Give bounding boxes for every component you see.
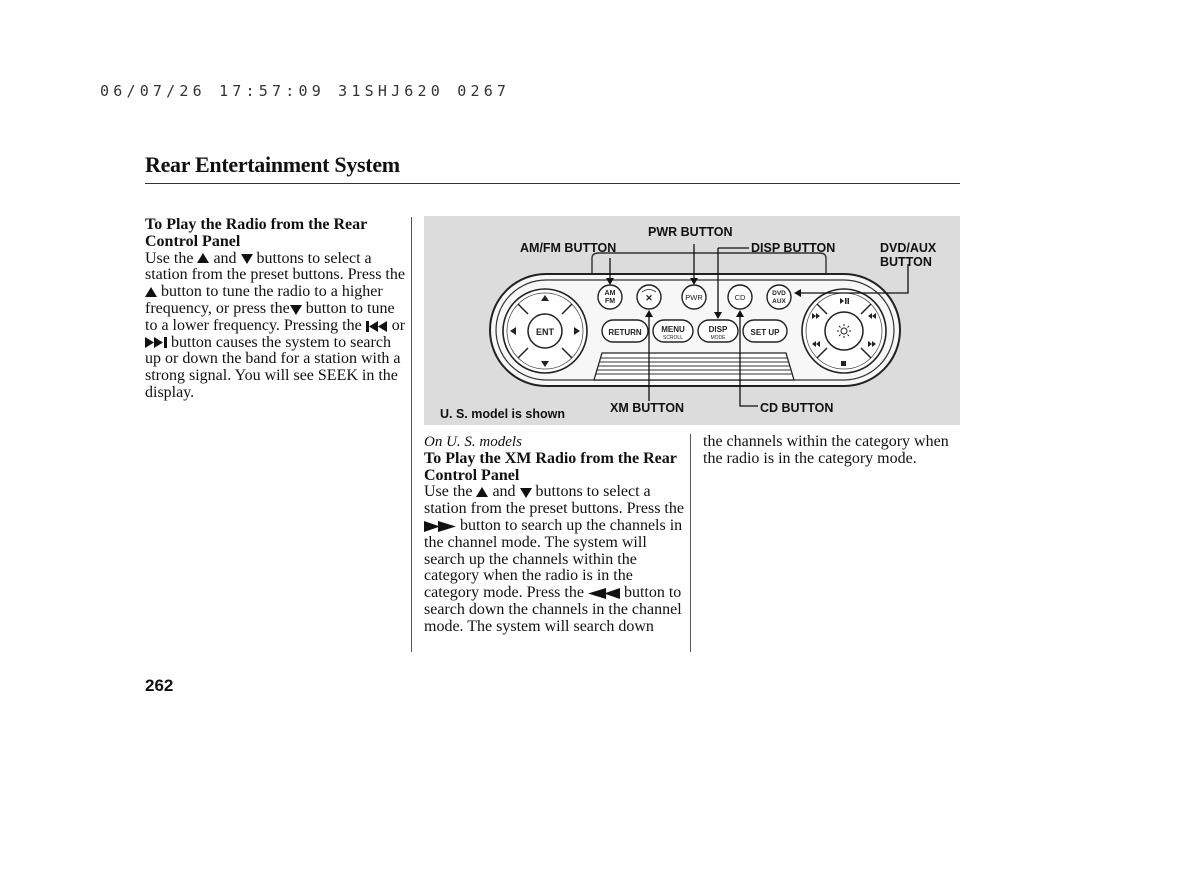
radio-body: Use the and buttons to select a station from the preset buttons. Press the button to tune the radio to a higher frequency, or press the button to tune to a lower frequency. Pressing the or button causes the system to search up or down the band for a station with a strong signal. You will see SEEK in the display.	[145, 249, 406, 401]
print-timestamp: 06/07/26 17:57:09 31SHJ620 0267	[100, 82, 511, 100]
page-number: 262	[145, 676, 174, 695]
disp-button-callout: DISP BUTTON	[751, 241, 836, 255]
down-arrow-icon	[241, 253, 253, 264]
radio-instructions	[145, 217, 410, 402]
svg-text:SCROLL: SCROLL	[662, 335, 684, 341]
down-arrow-icon	[290, 304, 302, 315]
fast-forward-icon	[424, 521, 456, 532]
xm-radio-heading: To Play the XM Radio from the Rear Control Panel	[424, 449, 677, 484]
cd-button	[728, 285, 752, 309]
svg-text:MENU: MENU	[661, 325, 685, 334]
svg-text:CD: CD	[734, 293, 746, 302]
column-divider	[690, 434, 691, 652]
rear-control-panel-figure	[424, 216, 960, 425]
disp-mode-button	[698, 320, 738, 342]
xm-button-callout: XM BUTTON	[610, 401, 685, 415]
skip-back-icon	[366, 321, 388, 332]
svg-text:PWR: PWR	[685, 293, 703, 302]
rewind-icon	[588, 588, 620, 599]
am-fm-button	[598, 285, 622, 309]
svg-text:AUX: AUX	[772, 298, 786, 305]
up-arrow-icon	[476, 487, 488, 498]
setup-button	[743, 320, 787, 342]
svg-text:MODE: MODE	[710, 335, 726, 341]
cd-button-callout: CD BUTTON	[760, 401, 834, 415]
menu-scroll-button	[653, 320, 693, 342]
pwr-button	[682, 285, 706, 309]
svg-text:SET UP: SET UP	[750, 328, 780, 337]
svg-text:DISP: DISP	[708, 325, 728, 334]
return-button	[602, 320, 648, 342]
up-arrow-icon	[145, 287, 157, 298]
xm-radio-continued	[703, 434, 963, 468]
ent-label: ENT	[536, 327, 554, 337]
svg-text:AM: AM	[604, 290, 616, 297]
left-directional-pad	[503, 289, 587, 373]
title-rule	[145, 183, 960, 184]
xm-button	[637, 285, 661, 309]
section-title: Rear Entertainment System	[145, 152, 400, 177]
svg-text:✕: ✕	[645, 293, 653, 303]
up-arrow-icon	[197, 253, 209, 264]
svg-text:RETURN: RETURN	[608, 328, 642, 337]
skip-forward-icon	[145, 337, 167, 348]
down-arrow-icon	[520, 487, 532, 498]
am-fm-button-callout: AM/FM BUTTON	[520, 241, 617, 255]
speaker-grille	[594, 353, 794, 380]
radio-heading: To Play the Radio from the Rear Control Panel	[145, 216, 367, 250]
dvd-aux-button	[767, 285, 791, 309]
column-divider	[411, 217, 412, 652]
dvd-aux-button-callout: DVD/AUX BUTTON	[880, 241, 937, 269]
xm-radio-body: Use the and buttons to select a station from the preset buttons. Press the button to search up the channels in the channel mode. The system will search up the channels within the category when the radio is in the category mode. Press the button to search down the channels in the channel mode. The system will search down	[424, 483, 684, 635]
xm-radio-instructions	[424, 434, 686, 636]
right-control-dial	[802, 289, 886, 373]
svg-text:FM: FM	[604, 298, 616, 305]
svg-text:DVD: DVD	[772, 290, 786, 297]
us-models-note: On U. S. models	[424, 434, 522, 450]
xm-radio-body-continued: the channels within the category when the radio is in the category mode.	[703, 433, 949, 467]
pwr-button-callout: PWR BUTTON	[648, 225, 733, 239]
figure-caption: U. S. model is shown	[440, 407, 566, 421]
